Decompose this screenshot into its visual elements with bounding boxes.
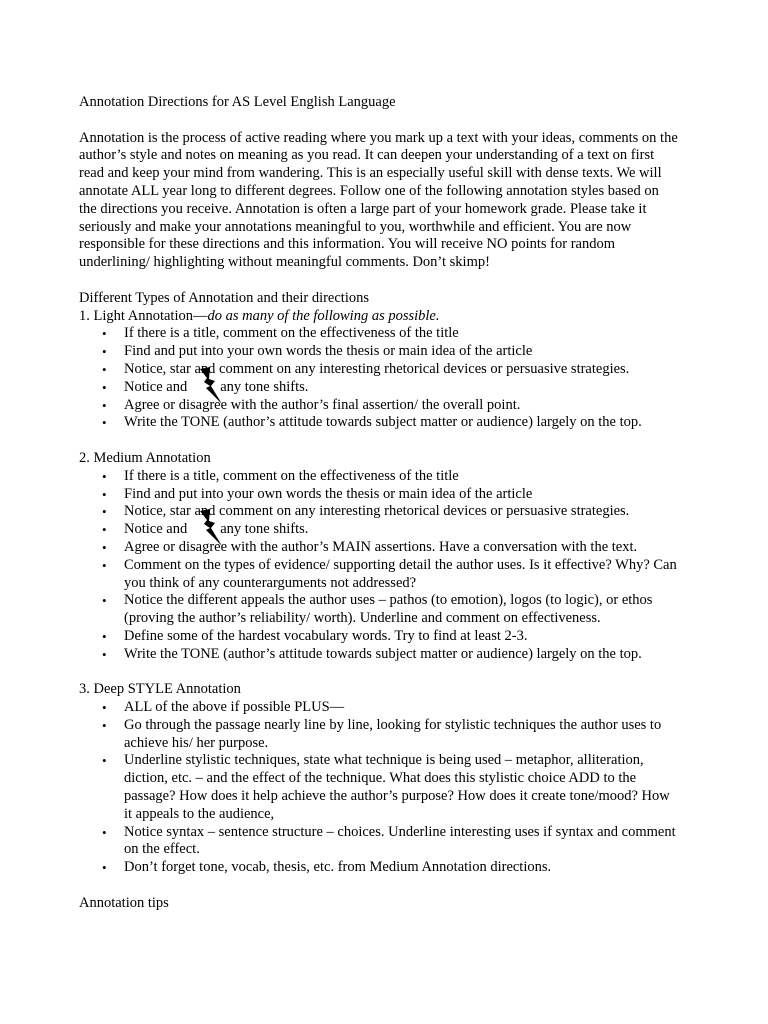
bullet-icon: •: [102, 539, 107, 555]
list-item: [102, 414, 679, 432]
document-title: Annotation Directions for AS Level English Language: [79, 94, 396, 110]
list-item-text: Notice, star and comment on any interesting rhetorical devices or persuasive strategies.: [124, 360, 630, 377]
list-item-text: Define some of the hardest vocabulary words. Try to find at least 2-3.: [124, 627, 528, 644]
list-item: [102, 627, 679, 646]
list-item-text: If there is a title, comment on the effectiveness of the title: [124, 325, 459, 342]
bullet-icon: •: [102, 344, 107, 360]
list-item: [102, 752, 679, 823]
bullet-icon: •: [102, 486, 107, 502]
tips-heading: Annotation tips: [79, 894, 169, 911]
bullet-icon: •: [102, 379, 107, 395]
list-item-text: Find and put into your own words the thesis or main idea of the article: [124, 343, 533, 360]
list-item: [102, 396, 679, 415]
bullet-icon: •: [102, 593, 107, 609]
list-item-text: Notice, star and comment on any interesting rhetorical devices or persuasive strategies.: [124, 503, 630, 520]
bullet-icon: •: [102, 700, 107, 716]
list-item: [102, 538, 679, 557]
list-item-text: Find and put into your own words the thesis or main idea of the article: [124, 485, 533, 502]
list-item: [102, 378, 679, 397]
list-item-text: Underline stylistic techniques, state what technique is being used – metaphor, alliteration, diction, etc. – and the effect of the technique. What does this stylistic choice ADD to the passage? How does it help achieve the author’s purpose? How does it create tone/mood? How it appeals to the audience,: [124, 752, 670, 822]
medium-annotation-list: [79, 468, 679, 664]
list-item: [102, 592, 679, 628]
bullet-icon: •: [102, 628, 107, 644]
list-item: [102, 716, 679, 753]
list-item: [102, 859, 679, 877]
list-item-text: any tone shifts.: [220, 378, 309, 395]
bullet-icon: •: [102, 753, 107, 769]
bullet-icon: •: [102, 557, 107, 573]
bullet-icon: •: [102, 860, 107, 876]
list-item: [102, 343, 679, 361]
bullet-icon: •: [102, 397, 107, 413]
light-annotation-subtitle: do as many of the following as possible.: [207, 307, 440, 324]
bullet-icon: •: [102, 717, 107, 733]
list-item: [102, 485, 679, 504]
light-annotation-heading: [79, 308, 679, 326]
bullet-icon: •: [102, 415, 107, 431]
list-item-text: Notice and: [124, 521, 188, 538]
bullet-icon: •: [102, 824, 107, 840]
list-item: [102, 556, 679, 593]
list-item: [102, 467, 679, 486]
list-item-text: Write the TONE (author’s attitude towards subject matter or audience) largely on the top.: [124, 414, 642, 431]
list-item-text: Agree or disagree with the author’s final assertion/ the overall point.: [124, 396, 521, 413]
list-item-text: Notice and: [124, 378, 188, 395]
bullet-icon: •: [102, 361, 107, 377]
bullet-icon: •: [102, 646, 107, 662]
bullet-icon: •: [102, 326, 107, 342]
list-item: [102, 823, 679, 860]
list-item-text: Agree or disagree with the author’s MAIN assertions. Have a conversation with the text.: [124, 538, 638, 555]
types-heading: Different Types of Annotation and their directions: [79, 289, 369, 306]
list-item: [102, 645, 679, 664]
list-item: [102, 699, 679, 717]
bullet-icon: •: [102, 504, 107, 520]
medium-annotation-heading: 2. Medium Annotation: [79, 449, 211, 466]
document-page: [79, 94, 679, 913]
list-item: [102, 521, 679, 539]
list-item-text: Go through the passage nearly line by line, looking for stylistic techniques the author uses to achieve his/ her purpose.: [124, 716, 662, 751]
list-item-text: any tone shifts.: [220, 521, 309, 538]
deep-annotation-list: [79, 699, 679, 877]
list-item-text: If there is a title, comment on the effectiveness of the title: [124, 467, 459, 484]
list-item: [102, 325, 679, 343]
intro-paragraph: Annotation is the process of active reading where you mark up a text with your ideas, comments on the author’s style and notes on meaning as you read. It can deepen your understanding of a text on first read and keep your mind from wandering. This is an especially useful skill with dense texts. We will annotate ALL year long to different degrees. Follow one of the following annotation styles based on the directions you receive. Annotation is often a large part of your homework grade. Please take it seriously and make your annotations meaningful to you, worthwhile and efficient. You are now responsible for these directions and this information. You will receive NO points for random underlining/ highlighting without meaningful comments. Don’t skimp!: [79, 129, 678, 271]
light-annotation-title: 1. Light Annotation—: [79, 307, 208, 324]
list-item-text: Comment on the types of evidence/ supporting detail the author uses. Is it effective? Why? Can you think of any counterarguments not addressed?: [124, 556, 677, 591]
deep-annotation-heading: 3. Deep STYLE Annotation: [79, 681, 241, 698]
list-item-text: Notice the different appeals the author uses – pathos (to emotion), logos (to logic), or ethos (proving the author’s reliability/ worth). Underline and comment on effectiveness.: [124, 592, 653, 627]
list-item-text: Don’t forget tone, vocab, thesis, etc. from Medium Annotation directions.: [124, 859, 552, 876]
list-item-text: ALL of the above if possible PLUS—: [124, 699, 345, 716]
bullet-icon: •: [102, 522, 107, 538]
list-item-text: Write the TONE (author’s attitude towards subject matter or audience) largely on the top.: [124, 645, 642, 662]
list-item-text: Notice syntax – sentence structure – choices. Underline interesting uses if syntax and comment on the effect.: [124, 823, 676, 858]
light-annotation-list: [79, 325, 679, 432]
bullet-icon: •: [102, 468, 107, 484]
